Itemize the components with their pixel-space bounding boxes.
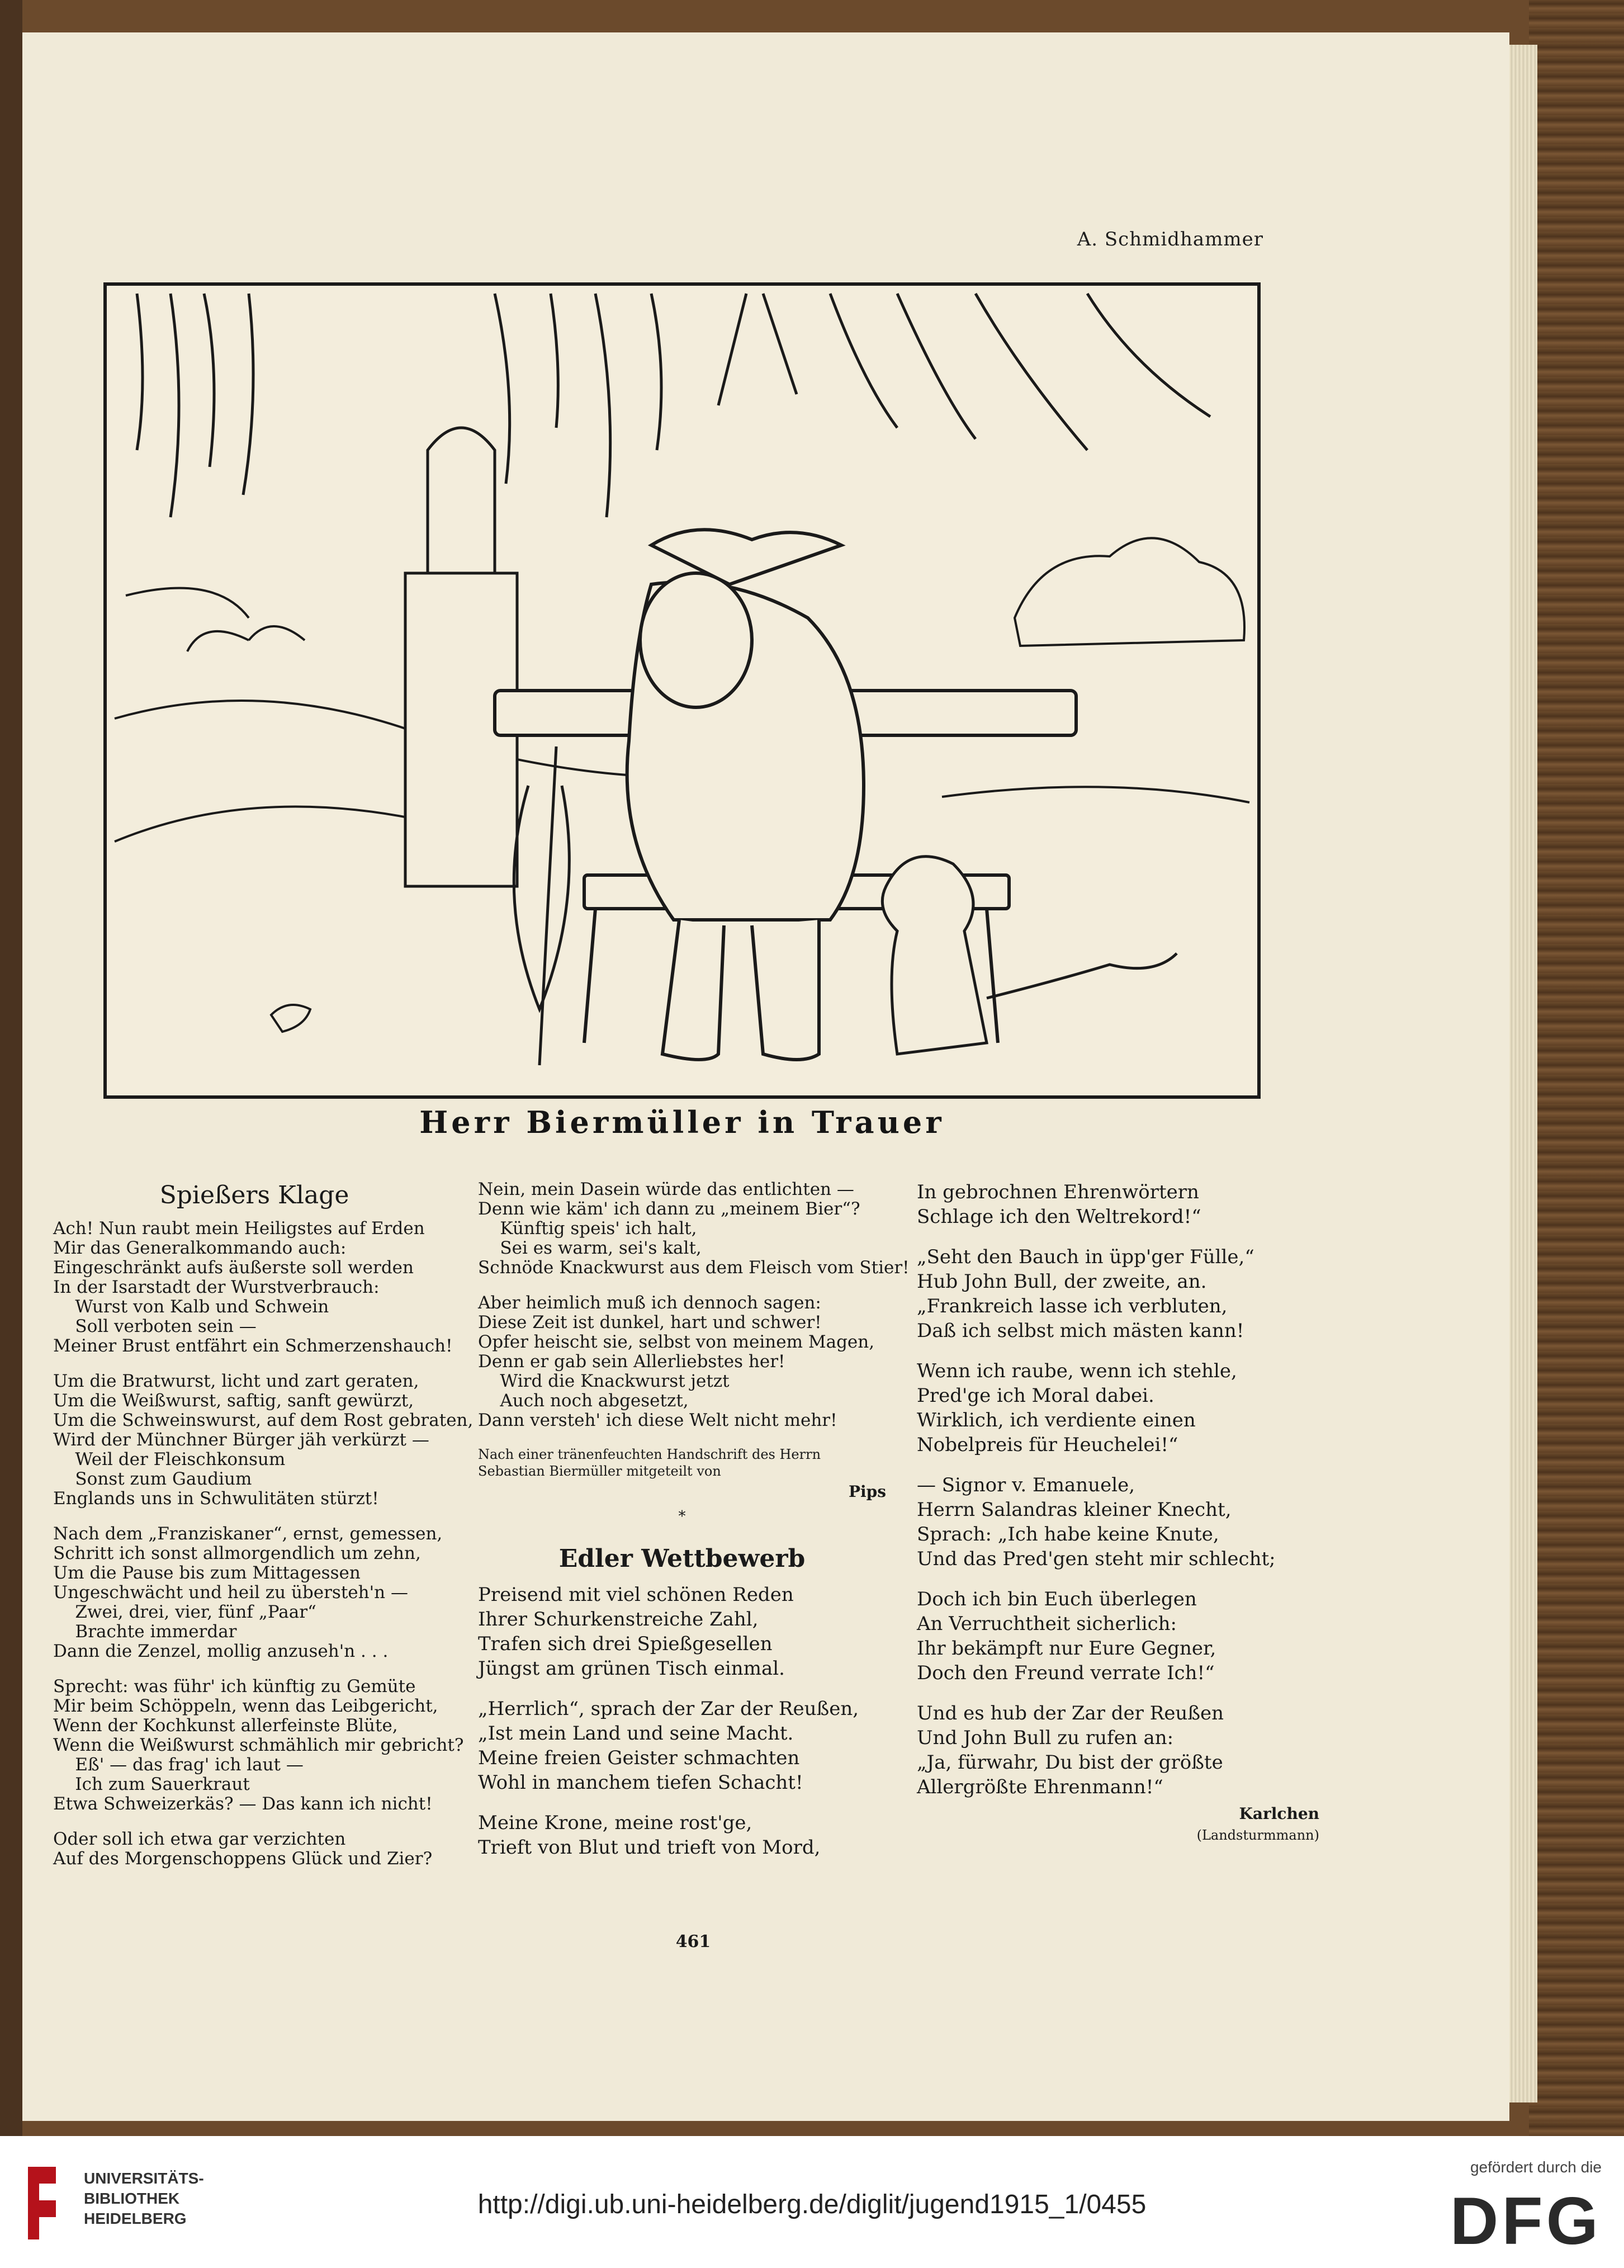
signature: Pips — [848, 1482, 886, 1501]
verse-line: Mir beim Schöppeln, wenn das Leibgericht, — [53, 1696, 438, 1716]
verse-line: Ungeschwächt und heil zu übersteh'n — — [53, 1582, 408, 1603]
illustration-caption: Herr Biermüller in Trauer — [419, 1104, 945, 1140]
verse-line: Trieft von Blut und trieft von Mord, — [478, 1836, 821, 1859]
verse-line: Diese Zeit ist dunkel, hart und schwer! — [478, 1312, 822, 1333]
stanza — [478, 1697, 886, 1795]
illustration — [103, 282, 1261, 1099]
funded-by-label: gefördert durch die — [1470, 2158, 1602, 2176]
verse-line: Wirklich, ich verdiente einen — [917, 1409, 1196, 1431]
dfg-logo: DFG — [1450, 2184, 1602, 2258]
stanza — [53, 1676, 464, 1814]
verse-line: Und John Bull zu rufen an: — [917, 1727, 1174, 1749]
stanza — [478, 1293, 886, 1430]
verse-line: Aber heimlich muß ich dennoch sagen: — [478, 1293, 821, 1313]
verse-line: Sprach: „Ich habe keine Knute, — [917, 1523, 1219, 1546]
library-name-line: BIBLIOTHEK — [84, 2190, 180, 2207]
verse-line: Herrn Salandras kleiner Knecht, — [917, 1499, 1232, 1521]
book-cover-edge — [0, 0, 22, 2136]
verse-line: Denn er gab sein Allerliebstes her! — [478, 1352, 785, 1372]
poem-title: Edler Wettbewerb — [558, 1544, 806, 1573]
verse-line: Ihr bekämpft nur Eure Gegner, — [917, 1637, 1216, 1660]
verse-line: Um die Pause bis zum Mittagessen — [53, 1563, 361, 1583]
library-name-line: HEIDELBERG — [84, 2210, 187, 2227]
book-fore-edge — [1529, 0, 1624, 2136]
verse-line: Schlage ich den Weltrekord!“ — [917, 1206, 1201, 1228]
verse-line: Jüngst am grünen Tisch einmal. — [478, 1657, 785, 1680]
verse-line: Wohl in manchem tiefen Schacht! — [478, 1771, 803, 1794]
signature: Karlchen — [1239, 1804, 1319, 1823]
verse-line: Wenn die Weißwurst schmählich mir gebricht? — [53, 1735, 464, 1755]
poem-title: Spießers Klage — [159, 1181, 349, 1209]
verse-line: Wird die Knackwurst jetzt — [478, 1371, 730, 1391]
verse-line: Zwei, drei, vier, fünf „Paar“ — [53, 1602, 316, 1622]
verse-line: Etwa Schweizerkäs? — Das kann ich nicht! — [53, 1794, 433, 1814]
verse-line: Wird der Münchner Bürger jäh verkürzt — — [53, 1430, 429, 1450]
verse-line: Doch den Freund verrate Ich!“ — [917, 1662, 1215, 1684]
page-number: 461 — [675, 1932, 711, 1952]
verse-line: Trafen sich drei Spießgesellen — [478, 1633, 773, 1655]
verse-line: Dann die Zenzel, mollig anzuseh'n . . . — [53, 1641, 389, 1661]
verse-line: Nobelpreis für Heuchelei!“ — [917, 1434, 1178, 1456]
verse-line: Um die Schweinswurst, auf dem Rost gebraten, — [53, 1410, 474, 1430]
verse-line: Ich zum Sauerkraut — [53, 1774, 250, 1794]
verse-line: Wenn der Kochkunst allerfeinste Blüte, — [53, 1716, 398, 1736]
verse-line: Sei es warm, sei's kalt, — [478, 1238, 702, 1258]
verse-line: Englands uns in Schwulitäten stürzt! — [53, 1489, 379, 1509]
verse-line: Doch ich bin Euch überlegen — [917, 1588, 1197, 1610]
verse-line: Denn wie käm' ich dann zu „meinem Bier“? — [478, 1199, 860, 1219]
stanza — [917, 1473, 1319, 1571]
verse-line: Ach! Nun raubt mein Heiligstes auf Erden — [53, 1218, 425, 1239]
artist-credit: A. Schmidhammer — [1077, 228, 1263, 251]
stanza — [917, 1359, 1319, 1457]
verse-line: Um die Bratwurst, licht und zart geraten, — [53, 1371, 419, 1391]
verse-line: Auch noch abgesetzt, — [478, 1391, 689, 1411]
verse-line: Meine freien Geister schmachten — [478, 1747, 800, 1769]
stanza — [478, 1582, 886, 1681]
stanza — [917, 1701, 1319, 1799]
stanza — [917, 1180, 1319, 1229]
verse-line: Brachte immerdar — [53, 1622, 237, 1642]
verse-line: An Verruchtheit sicherlich: — [917, 1613, 1177, 1635]
verse-line: Schnöde Knackwurst aus dem Fleisch vom Stier! — [478, 1258, 910, 1278]
stanza — [53, 1830, 456, 1869]
verse-line: Daß ich selbst mich mästen kann! — [917, 1320, 1244, 1342]
verse-line: „Ist mein Land und seine Macht. — [478, 1722, 794, 1745]
verse-line: Sprecht: was führ' ich künftig zu Gemüte — [53, 1676, 416, 1697]
verse-line: Und es hub der Zar der Reußen — [917, 1702, 1224, 1724]
verse-line: Wenn ich raube, wenn ich stehle, — [917, 1360, 1237, 1382]
library-name-line: UNIVERSITÄTS- — [84, 2170, 204, 2187]
stanza — [917, 1587, 1319, 1685]
verse-line: In gebrochnen Ehrenwörtern — [917, 1181, 1199, 1203]
verse-line: — Signor v. Emanuele, — [917, 1474, 1135, 1496]
verse-line: Soll verboten sein — — [53, 1316, 257, 1336]
stanza — [478, 1811, 886, 1860]
permalink-url[interactable]: http://digi.ub.uni-heidelberg.de/diglit/jugend1915_1/0455 — [477, 2190, 1147, 2219]
signature-note: (Landsturmmann) — [1196, 1827, 1319, 1843]
verse-line: Eß' — das frag' ich laut — — [53, 1755, 304, 1775]
verse-line: Sonst zum Gaudium — [53, 1469, 252, 1489]
verse-line: Weil der Fleischkonsum — [53, 1449, 286, 1470]
verse-line: Preisend mit viel schönen Reden — [478, 1584, 794, 1606]
verse-line: Wurst von Kalb und Schwein — [53, 1297, 329, 1317]
verse-line: Dann versteh' ich diese Welt nicht mehr! — [478, 1410, 837, 1430]
verse-line: Künftig speis' ich halt, — [478, 1218, 697, 1239]
verse-line: „Frankreich lasse ich verbluten, — [917, 1295, 1228, 1317]
verse-line: Allergrößte Ehrenmann!“ — [917, 1776, 1163, 1798]
verse-line: Und das Pred'gen steht mir schlecht; — [917, 1548, 1276, 1570]
verse-line: „Herrlich“, sprach der Zar der Reußen, — [478, 1698, 859, 1720]
stanza — [478, 1179, 910, 1278]
verse-line: Eingeschränkt aufs äußerste soll werden — [53, 1258, 414, 1278]
verse-line: Nach dem „Franziskaner“, ernst, gemessen, — [53, 1524, 443, 1544]
verse-line: Schritt ich sonst allmorgendlich um zehn, — [53, 1543, 421, 1563]
verse-line: Um die Weißwurst, saftig, sanft gewürzt, — [53, 1391, 414, 1411]
verse-line: Auf des Morgenschoppens Glück und Zier? — [53, 1849, 433, 1869]
separator-star: * — [678, 1508, 686, 1525]
verse-line: Ihrer Schurkenstreiche Zahl, — [478, 1608, 759, 1631]
stanza — [53, 1524, 456, 1661]
verse-line: Mir das Generalkommando auch: — [53, 1238, 347, 1258]
verse-line: Pred'ge ich Moral dabei. — [917, 1385, 1154, 1407]
verse-line: Hub John Bull, der zweite, an. — [917, 1270, 1207, 1293]
stanza — [53, 1219, 456, 1356]
stanza — [53, 1371, 474, 1509]
verse-line: Oder soll ich etwa gar verzichten — [53, 1829, 346, 1849]
stanza — [917, 1245, 1319, 1343]
verse-line: Nein, mein Dasein würde das entlichten — — [478, 1179, 854, 1199]
verse-line: In der Isarstadt der Wurstverbrauch: — [53, 1277, 380, 1297]
verse-line: „Ja, fürwahr, Du bist der größte — [917, 1751, 1223, 1774]
source-note: Nach einer tränenfeuchten Handschrift des Herrn Sebastian Biermüller mitgeteilt von — [478, 1447, 821, 1479]
verse-line: Opfer heischt sie, selbst von meinem Magen, — [478, 1332, 875, 1352]
column-3 — [917, 1180, 1319, 1848]
column-2 — [478, 1179, 910, 1875]
column-1 — [53, 1180, 474, 1884]
verse-line: Meiner Brust entfährt ein Schmerzenshauch! — [53, 1336, 453, 1356]
verse-line: Meine Krone, meine rost'ge, — [478, 1812, 752, 1834]
verse-line: „Seht den Bauch in üpp'ger Fülle,“ — [917, 1246, 1254, 1268]
